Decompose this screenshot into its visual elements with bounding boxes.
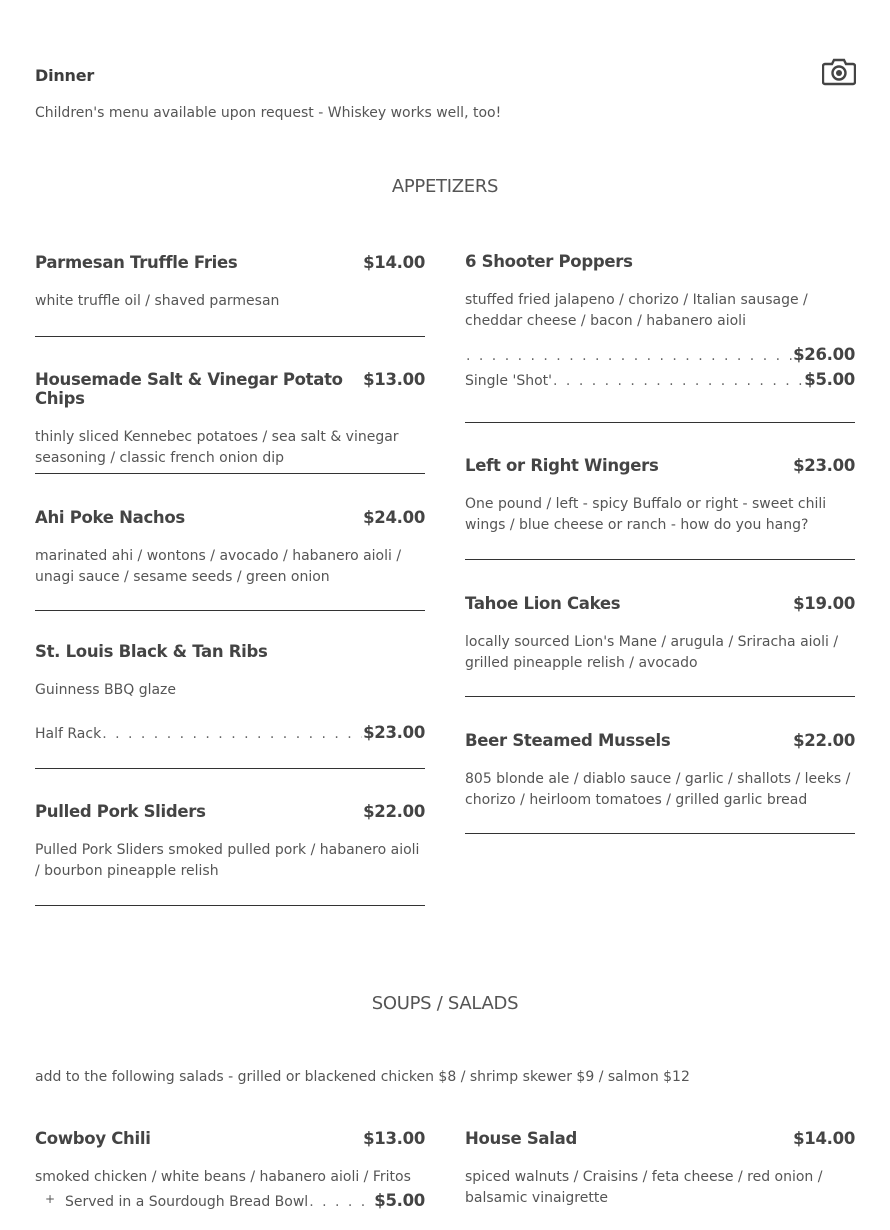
menu-title: Dinner <box>35 66 95 85</box>
menu-item-parmesan-fries[interactable] <box>35 253 425 337</box>
item-name: Left or Right Wingers <box>465 456 659 475</box>
option-label: Half Rack <box>35 726 102 742</box>
item-price: $14.00 <box>363 253 425 272</box>
item-price: $19.00 <box>793 594 855 613</box>
item-name: Cowboy Chili <box>35 1129 151 1148</box>
dot-leader <box>102 723 362 746</box>
item-name: Housemade Salt & Vinegar Potato Chips <box>35 370 343 408</box>
item-name: Beer Steamed Mussels <box>465 731 671 750</box>
section-title-appetizers: APPETIZERS <box>391 176 499 197</box>
item-option-full[interactable] <box>465 343 855 368</box>
appetizers-right-column <box>465 252 855 834</box>
menu-item-house-salad[interactable] <box>465 1129 855 1209</box>
dot-leader <box>553 370 803 393</box>
item-description: locally sourced Lion's Mane / arugula / Sriracha aioli / grilled pineapple relish / avocado <box>465 634 839 671</box>
menu-item-ribs[interactable] <box>35 611 425 769</box>
option-price: $23.00 <box>363 723 425 742</box>
item-price: $14.00 <box>793 1129 855 1148</box>
item-price: $24.00 <box>363 508 425 527</box>
menu-item-mussels[interactable] <box>465 697 855 834</box>
item-option-single-shot[interactable] <box>465 368 855 393</box>
item-description: marinated ahi / wontons / avocado / habanero aioli / unagi sauce / sesame seeds / green onion <box>35 548 402 585</box>
section-title-soups-salads: SOUPS / SALADS <box>371 993 519 1014</box>
dot-leader <box>309 1191 373 1214</box>
item-description: smoked chicken / white beans / habanero aioli / Fritos <box>35 1169 411 1185</box>
option-price: $5.00 <box>374 1191 425 1210</box>
menu-item-ahi-nachos[interactable] <box>35 474 425 611</box>
item-description: spiced walnuts / Craisins / feta cheese / red onion / balsamic vinaigrette <box>465 1169 823 1206</box>
option-price: $26.00 <box>793 345 855 364</box>
dot-leader <box>466 345 792 368</box>
item-description: One pound / left - spicy Buffalo or right - sweet chili wings / blue cheese or ranch - how do you hang? <box>465 496 827 533</box>
item-option-half-rack[interactable] <box>35 721 425 746</box>
option-label: Single 'Shot' <box>465 373 553 389</box>
item-price: $13.00 <box>363 1129 425 1148</box>
menu-item-shooter-poppers[interactable] <box>465 252 855 423</box>
item-name: 6 Shooter Poppers <box>465 252 633 271</box>
menu-item-pulled-pork-sliders[interactable] <box>35 769 425 906</box>
menu-note: Children's menu available upon request - Whiskey works well, too! <box>35 105 502 121</box>
camera-icon[interactable] <box>822 57 856 86</box>
item-description: thinly sliced Kennebec potatoes / sea salt & vinegar seasoning / classic french onion dip <box>35 429 399 466</box>
item-name: House Salad <box>465 1129 577 1148</box>
menu-item-potato-chips[interactable] <box>35 337 425 474</box>
item-name: Ahi Poke Nachos <box>35 508 185 527</box>
item-description: stuffed fried jalapeno / chorizo / Italian sausage / cheddar cheese / bacon / habanero aioli <box>465 292 808 329</box>
soups-left-column <box>35 1129 425 1214</box>
soups-right-column <box>465 1129 855 1209</box>
item-price: $22.00 <box>363 802 425 821</box>
item-price: $23.00 <box>793 456 855 475</box>
item-description: Pulled Pork Sliders smoked pulled pork / habanero aioli / bourbon pineapple relish <box>35 842 420 879</box>
option-price: $5.00 <box>804 370 855 389</box>
menu-header <box>35 66 855 85</box>
menu-item-cowboy-chili[interactable] <box>35 1129 425 1214</box>
item-addon-bread-bowl[interactable] <box>35 1189 425 1214</box>
option-label: Served in a Sourdough Bread Bowl <box>65 1194 309 1210</box>
item-price: $22.00 <box>793 731 855 750</box>
item-name: Tahoe Lion Cakes <box>465 594 621 613</box>
item-name: Parmesan Truffle Fries <box>35 253 238 272</box>
plus-icon: + <box>44 1192 56 1206</box>
item-name: Pulled Pork Sliders <box>35 802 206 821</box>
item-description: 805 blonde ale / diablo sauce / garlic / shallots / leeks / chorizo / heirloom tomatoes / grilled garlic bread <box>465 771 851 808</box>
menu-item-lion-cakes[interactable] <box>465 560 855 697</box>
item-description: white truffle oil / shaved parmesan <box>35 293 280 309</box>
appetizers-left-column <box>35 253 425 906</box>
salad-addons-note: add to the following salads - grilled or blackened chicken $8 / shrimp skewer $9 / salmon $12 <box>35 1069 690 1085</box>
item-name: St. Louis Black & Tan Ribs <box>35 642 268 661</box>
item-description: Guinness BBQ glaze <box>35 682 177 698</box>
menu-item-wingers[interactable] <box>465 423 855 560</box>
item-price: $13.00 <box>363 370 425 389</box>
